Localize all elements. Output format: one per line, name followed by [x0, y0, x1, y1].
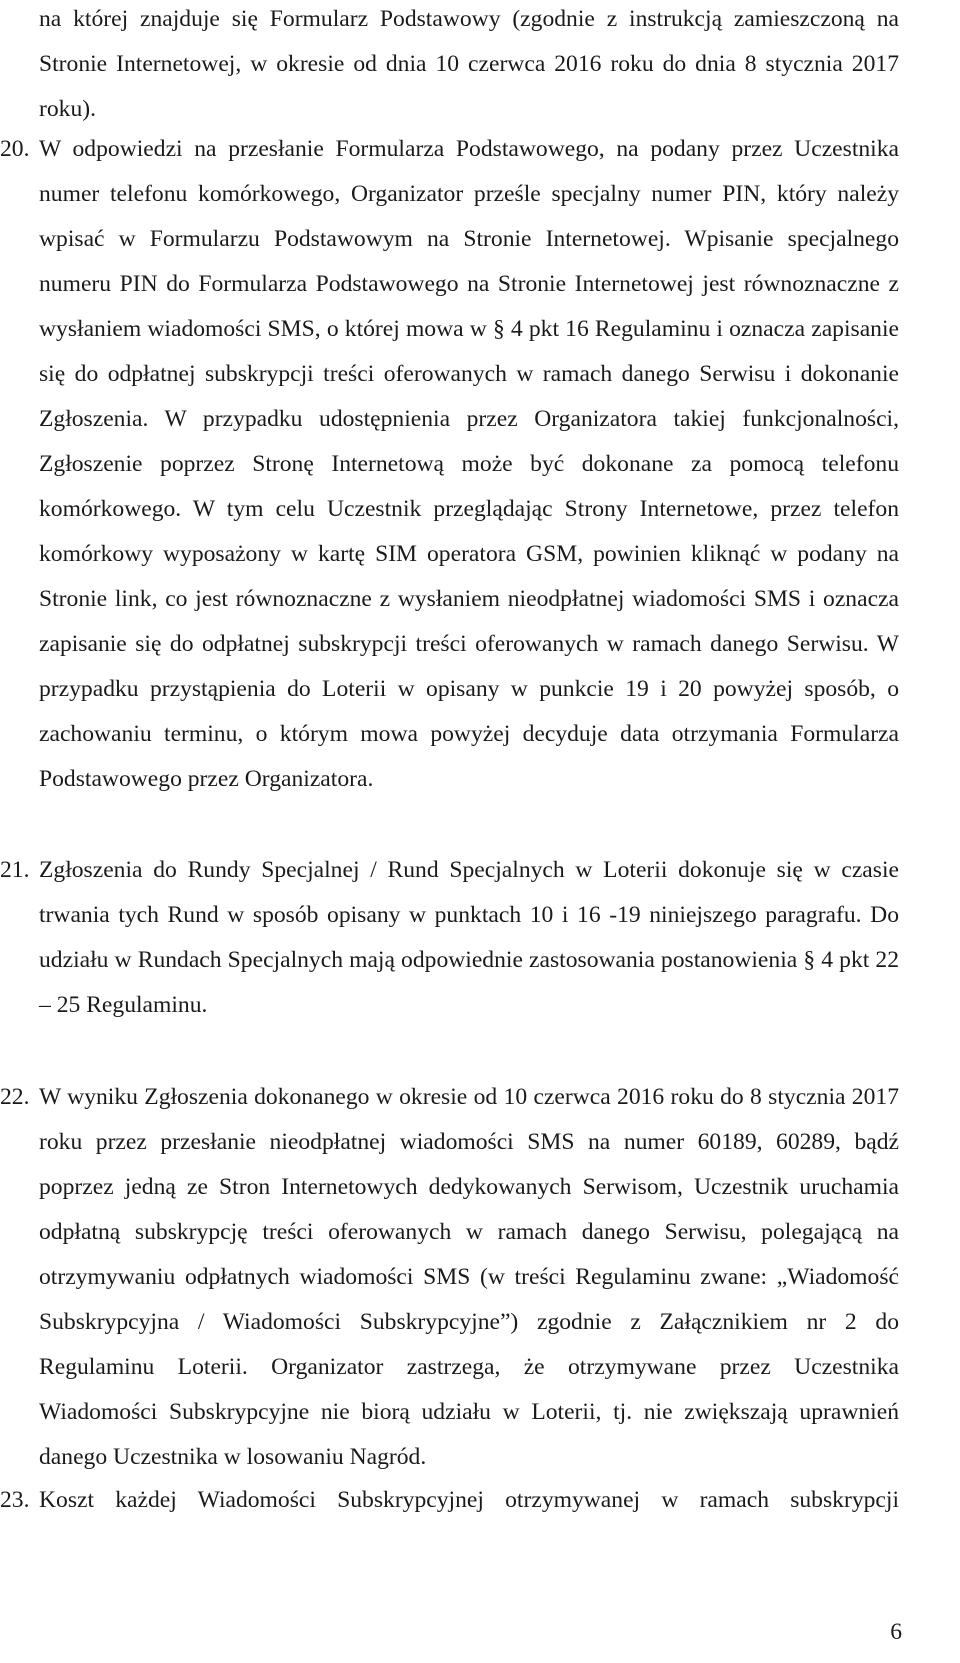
item-number: 23. [0, 1487, 30, 1513]
lead-paragraph: na której znajduje się Formularz Podstawowy (zgodnie z instrukcją zamieszczoną na Stronie Internetowej, w okresie od dnia 10 czerwca 2016 roku do dnia 8 stycznia 2017 roku). [39, 6, 899, 122]
item-number: 21. [0, 857, 30, 883]
item-text: W odpowiedzi na przesłanie Formularza Podstawowego, na podany przez Uczestnika numer telefonu komórkowego, Organizator prześle specjalny numer PIN, który należy wpisać w Formularzu Podstawowym na Stronie Internetowej. Wpisanie specjalnego numeru PIN do Formularza Podstawowego na Stronie Internetowej jest równoznaczne z wysłaniem wiadomości SMS, o której mowa w § 4 pkt 16 Regulaminu i oznacza zapisanie się do odpłatnej subskrypcji treści oferowanych w ramach danego Serwisu i dokonanie Zgłoszenia. W przypadku udostępnienia przez Organizatora takiej funkcjonalności, Zgłoszenie poprzez Stronę Internetową może być dokonane za pomocą telefonu komórkowego. W tym celu Uczestnik przeglądając Strony Internetowe, przez telefon komórkowy wyposażony w kartę SIM operatora GSM, powinien kliknąć w podany na Stronie link, co jest równoznaczne z wysłaniem nieodpłatnej wiadomości SMS i oznacza zapisanie się do odpłatnej subskrypcji treści oferowanych w ramach danego Serwisu. W przypadku przystąpienia do Loterii w opisany w punkcie 19 i 20 powyżej sposób, o zachowaniu terminu, o którym mowa powyżej decyduje data otrzymania Formularza Podstawowego przez Organizatora. [39, 136, 899, 792]
page-number: 6 [890, 1619, 902, 1645]
item-text: Zgłoszenia do Rundy Specjalnej / Rund Specjalnych w Loterii dokonuje się w czasie trwania tych Rund w sposób opisany w punktach 10 i 16 -19 niniejszego paragrafu. Do udziału w Rundach Specjalnych mają odpowiednie zastosowania postanowienia § 4 pkt 22 – 25 Regulaminu. [39, 857, 899, 1018]
item-text: Koszt każdej Wiadomości Subskrypcyjnej otrzymywanej w ramach subskrypcji [39, 1487, 899, 1513]
item-number: 22. [0, 1084, 30, 1110]
item-text: W wyniku Zgłoszenia dokonanego w okresie od 10 czerwca 2016 roku do 8 stycznia 2017 roku przez przesłanie nieodpłatnej wiadomości SMS na numer 60189, 60289, bądź poprzez jedną ze Stron Internetowych dedykowanych Serwisom, Uczestnik uruchamia odpłatną subskrypcję treści oferowanych w ramach danego Serwisu, polegającą na otrzymywaniu odpłatnych wiadomości SMS (w treści Regulaminu zwane: „Wiadomość Subskrypcyjna / Wiadomości Subskrypcyjne”) zgodnie z Załącznikiem nr 2 do Regulaminu Loterii. Organizator zastrzega, że otrzymywane przez Uczestnika Wiadomości Subskrypcyjne nie biorą udziału w Loterii, tj. nie zwiększają uprawnień danego Uczestnika w losowaniu Nagród. [39, 1084, 899, 1470]
item-number: 20. [0, 136, 30, 162]
